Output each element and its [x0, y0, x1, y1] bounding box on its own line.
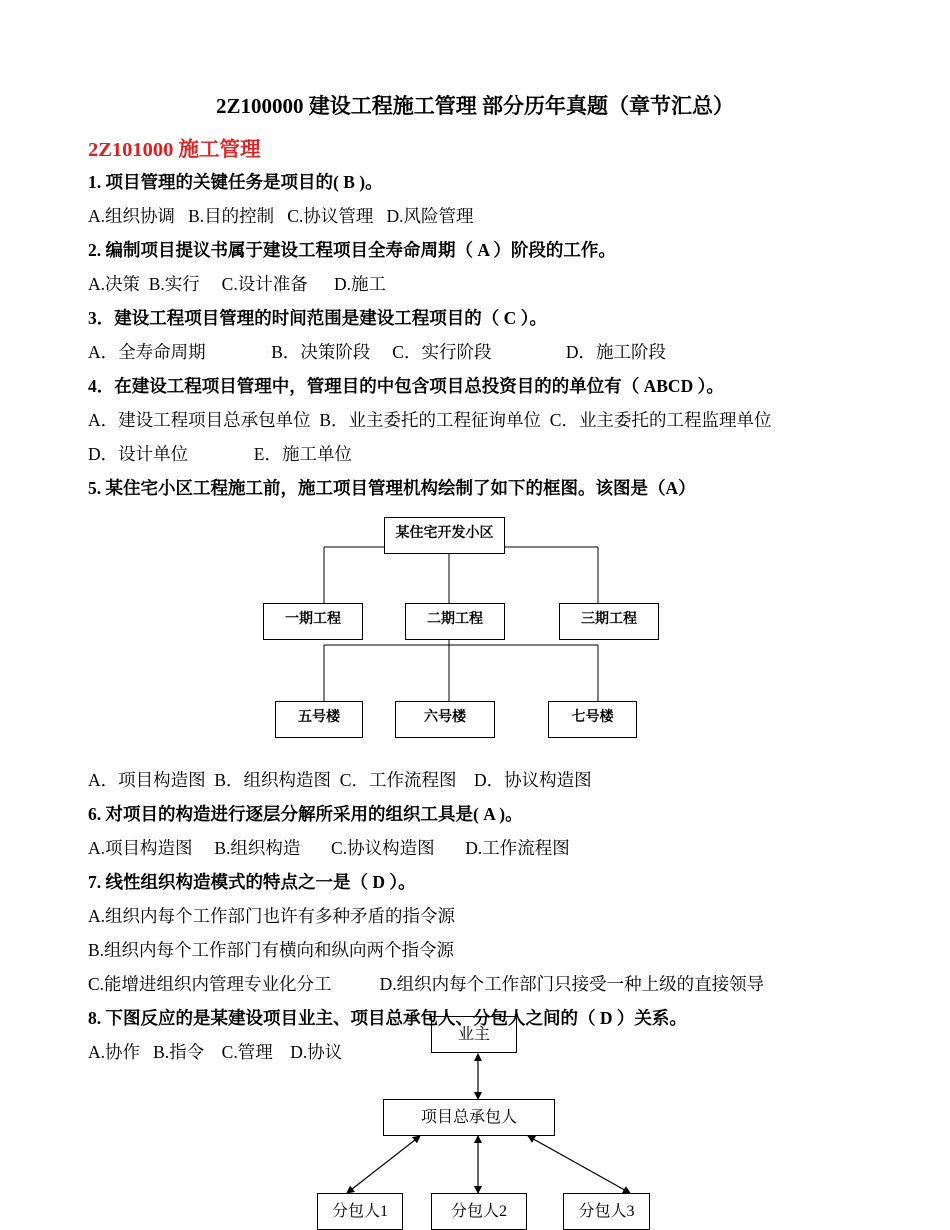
tree-root-box: 某住宅开发小区: [384, 517, 505, 554]
subcontractor-2-box: 分包人2: [431, 1193, 527, 1230]
question-4-stem: 4．在建设工程项目管理中，管理目的中包含项目总投资目的的单位有（ ABCD ）。: [88, 376, 724, 396]
question-7-option-cd: C.能增进组织内管理专业化分工 D.组织内每个工作部门只接受一种上级的直接领导: [88, 974, 765, 994]
subcontractor-1-box: 分包人1: [317, 1193, 403, 1230]
question-7-option-b: B.组织内每个工作部门有横向和纵向两个指令源: [88, 940, 455, 960]
question-5-stem: 5. 某住宅小区工程施工前，施工项目管理机构绘制了如下的框图。该图是（A）: [88, 478, 696, 498]
subcontractor-3-box: 分包人3: [563, 1193, 650, 1230]
tree-building-6-box: 六号楼: [395, 701, 495, 738]
question-4-options-line2: D．设计单位 E．施工单位: [88, 444, 352, 464]
question-8-options: A.协作 B.指令 C.管理 D.协议: [88, 1042, 343, 1062]
question-5-options: A．项目构造图 B．组织构造图 C．工作流程图 D．协议构造图: [88, 770, 592, 790]
question-1-options: A.组织协调 B.目的控制 C.协议管理 D.风险管理: [88, 206, 474, 226]
document-title: 2Z100000 建设工程施工管理 部分历年真题（章节汇总）: [215, 94, 734, 118]
question-6-options: A.项目构造图 B.组织构造 C.协议构造图 D.工作流程图: [88, 838, 570, 858]
question-2-options: A.决策 B.实行 C.设计准备 D.施工: [88, 274, 386, 294]
question-7-stem: 7. 线性组织构造模式的特点之一是（ D ）。: [88, 872, 416, 892]
section-heading: 2Z101000 施工管理: [88, 139, 261, 161]
question-1-stem: 1. 项目管理的关键任务是项目的( B )。: [88, 172, 383, 192]
general-contractor-box: 项目总承包人: [383, 1099, 555, 1136]
tree-building-5-box: 五号楼: [275, 701, 363, 738]
question-3-stem: 3．建设工程项目管理的时间范围是建设工程项目的（ C ）。: [88, 308, 547, 328]
question-2-stem: 2. 编制项目提议书属于建设工程项目全寿命周期（ A ）阶段的工作。: [88, 240, 616, 260]
tree-phase-2-box: 二期工程: [405, 603, 505, 640]
question-8-stem: 8. 下图反应的是某建设项目业主、项目总承包人、分包人之间的（ D ）关系。: [88, 1008, 687, 1028]
tree-phase-3-box: 三期工程: [559, 603, 659, 640]
tree-building-7-box: 七号楼: [548, 701, 637, 738]
owner-box: 业主: [431, 1016, 517, 1053]
question-7-option-a: A.组织内每个工作部门也许有多种矛盾的指令源: [88, 906, 456, 926]
question-4-options-line1: A．建设工程项目总承包单位 B．业主委托的工程征询单位 C．业主委托的工程监理单位: [88, 410, 772, 430]
question-6-stem: 6. 对项目的构造进行逐层分解所采用的组织工具是( A )。: [88, 804, 523, 824]
question-3-options: A．全寿命周期 B．决策阶段 C．实行阶段 D．施工阶段: [88, 342, 666, 362]
tree-phase-1-box: 一期工程: [263, 603, 363, 640]
